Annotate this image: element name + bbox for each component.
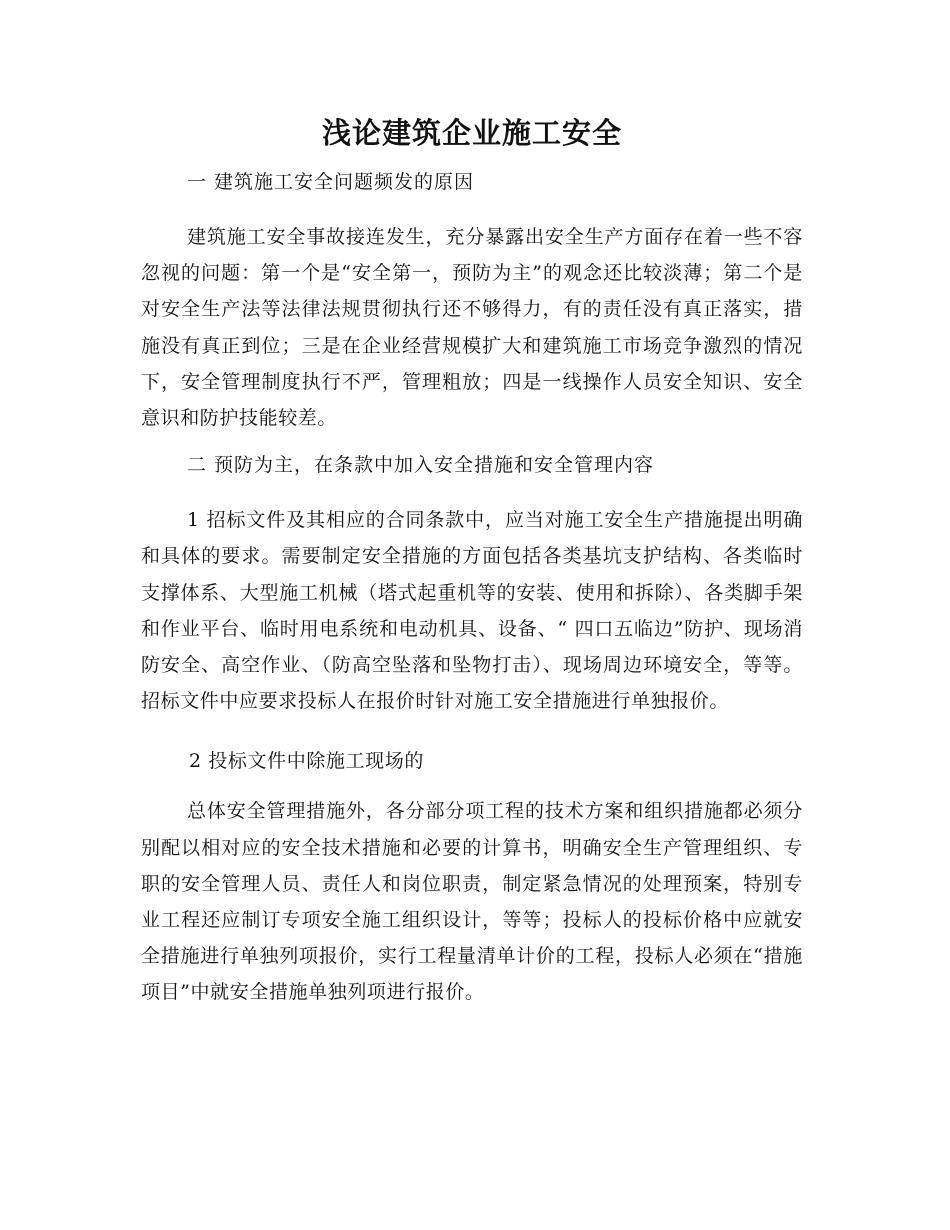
document-title: 浅论建筑企业施工安全 [321, 116, 622, 150]
item-1-paragraph: 1 招标文件及其相应的合同条款中，应当对施工安全生产措施提出明确和具体的要求。需要制定安全措施的方面包括各类基坑支护结构、各类临时支撑体系、大型施工机械（塔式起重机等的安装、使用和拆除）、各类脚手架和作业平台、临时用电系统和电动机具、设备、“ 四口五临边”防护、现场消防安全、高空作业、（防高空坠落和坠物打击）、现场周边环境安全，等等。招标文件中应要求投标人在报价时针对施工安全措施进行单独报价。 [141, 509, 803, 713]
item-2-paragraph: 总体安全管理措施外，各分部分项工程的技术方案和组织措施都必须分别配以相对应的安全技术措施和必要的计算书，明确安全生产管理组织、专职的安全管理人员、责任人和岗位职责，制定紧急情况的处理预案，特别专业工程还应制订专项安全施工组织设计，等等；投标人的投标价格中应就安全措施进行单独列项报价，实行工程量清单计价的工程，投标人必须在“措施项目”中就安全措施单独列项进行报价。 [141, 800, 803, 1004]
document-body [141, 108, 803, 1011]
section-1-paragraph: 建筑施工安全事故接连发生，充分暴露出安全生产方面存在着一些不容忽视的问题：第一个是“安全第一，预防为主”的观念还比较淡薄；第二个是对安全生产法等法律法规贯彻执行还不够得力，有的责任没有真正落实，措施没有真正到位；三是在企业经营规模扩大和建筑施工市场竞争激烈的情况下，安全管理制度执行不严，管理粗放；四是一线操作人员安全知识、安全意识和防护技能较差。 [141, 226, 803, 430]
section-heading-1: 一 建筑施工安全问题频发的原因 [187, 171, 475, 193]
section-heading-2: 二 预防为主，在条款中加入安全措施和安全管理内容 [187, 454, 655, 477]
item-2-heading: 2 投标文件中除施工现场的 [189, 750, 424, 773]
